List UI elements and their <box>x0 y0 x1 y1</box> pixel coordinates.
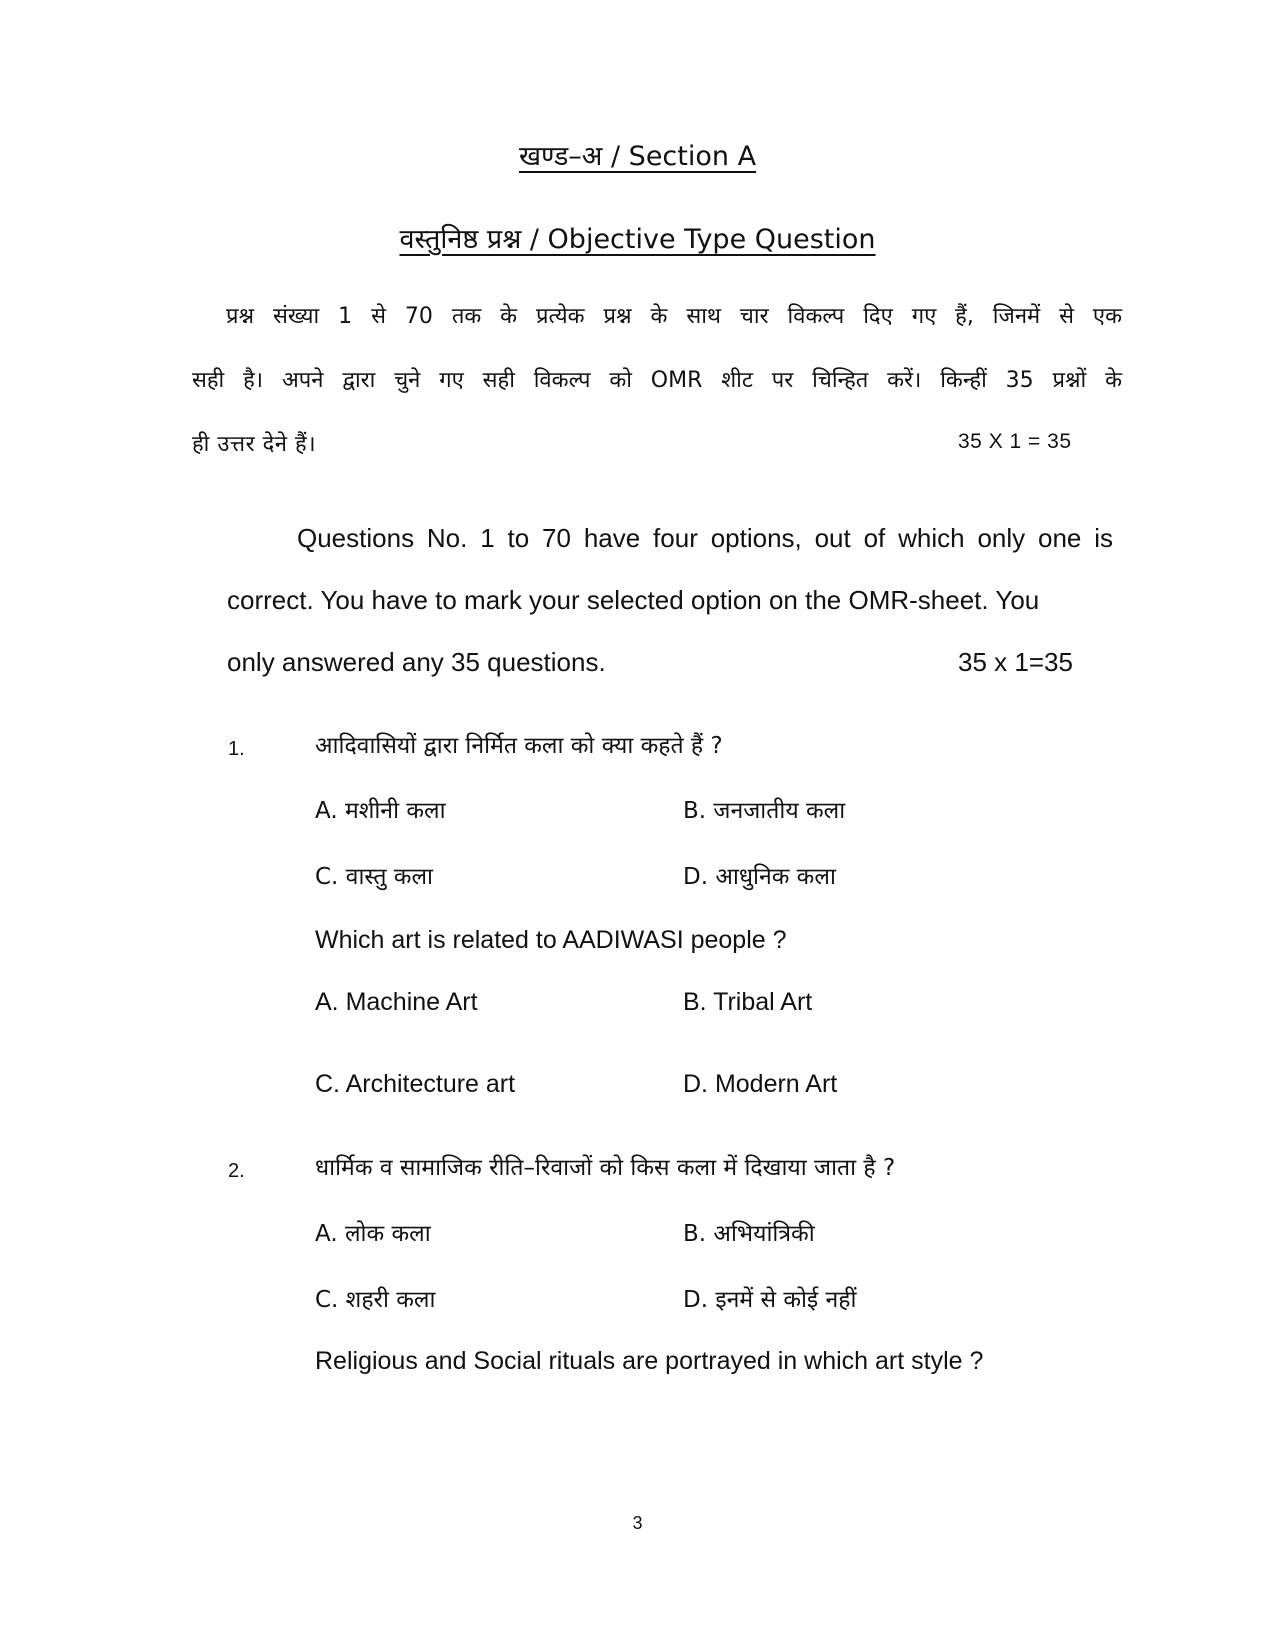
page-number: 3 <box>632 1513 643 1533</box>
hindi-instruction-line-3: ही उत्तर देने हैं। <box>192 432 317 457</box>
option-d-hindi: D. इनमें से कोई नहीं <box>683 1287 857 1313</box>
section-heading: खण्ड–अ / Section A <box>518 141 757 172</box>
english-instruction-line-2: correct. You have to mark your selected option on the OMR-sheet. You <box>227 585 1040 615</box>
hindi-instruction-line-1: प्रश्न संख्या 1 से 70 तक के प्रत्येक प्रश्न के साथ चार विकल्प दिए गए हैं, जिनमें से एक <box>226 304 1122 329</box>
question-text-hindi: आदिवासियों द्वारा निर्मित कला को क्या कहते हैं ? <box>315 733 723 759</box>
english-marks: 35 x 1=35 <box>958 647 1073 677</box>
option-c-hindi: C. वास्तु कला <box>315 864 434 890</box>
question-text-english: Which art is related to AADIWASI people ? <box>315 926 787 954</box>
question-text-english: Religious and Social rituals are portrayed in which art style ? <box>315 1347 984 1375</box>
option-a-english: A. Machine Art <box>315 988 478 1016</box>
english-instruction-line-1: Questions No. 1 to 70 have four options, out of which only one is <box>297 523 1113 553</box>
option-b-hindi: B. जनजातीय कला <box>683 798 846 824</box>
option-d-english: D. Modern Art <box>683 1070 838 1098</box>
option-a-hindi: A. मशीनी कला <box>315 798 446 824</box>
english-instruction-line-3: only answered any 35 questions. <box>227 647 606 677</box>
question-number: 2. <box>228 1160 245 1182</box>
question-text-hindi: धार्मिक व सामाजिक रीति–रिवाजों को किस कला में दिखाया जाता है ? <box>315 1155 896 1181</box>
hindi-marks: 35 X 1 = 35 <box>958 430 1072 453</box>
option-c-hindi: C. शहरी कला <box>315 1287 436 1313</box>
question-type-heading: वस्तुनिष्ठ प्रश्न / Objective Type Question <box>399 224 876 255</box>
option-b-hindi: B. अभियांत्रिकी <box>683 1221 815 1247</box>
question-number: 1. <box>228 738 245 760</box>
option-a-hindi: A. लोक कला <box>315 1221 431 1247</box>
hindi-instruction-line-2: सही है। अपने द्वारा चुने गए सही विकल्प को OMR शीट पर चिन्हित करें। किन्हीं 35 प्रश्नों के <box>192 368 1122 393</box>
option-c-english: C. Architecture art <box>315 1070 516 1098</box>
option-d-hindi: D. आधुनिक कला <box>683 864 836 890</box>
option-b-english: B. Tribal Art <box>683 988 813 1016</box>
